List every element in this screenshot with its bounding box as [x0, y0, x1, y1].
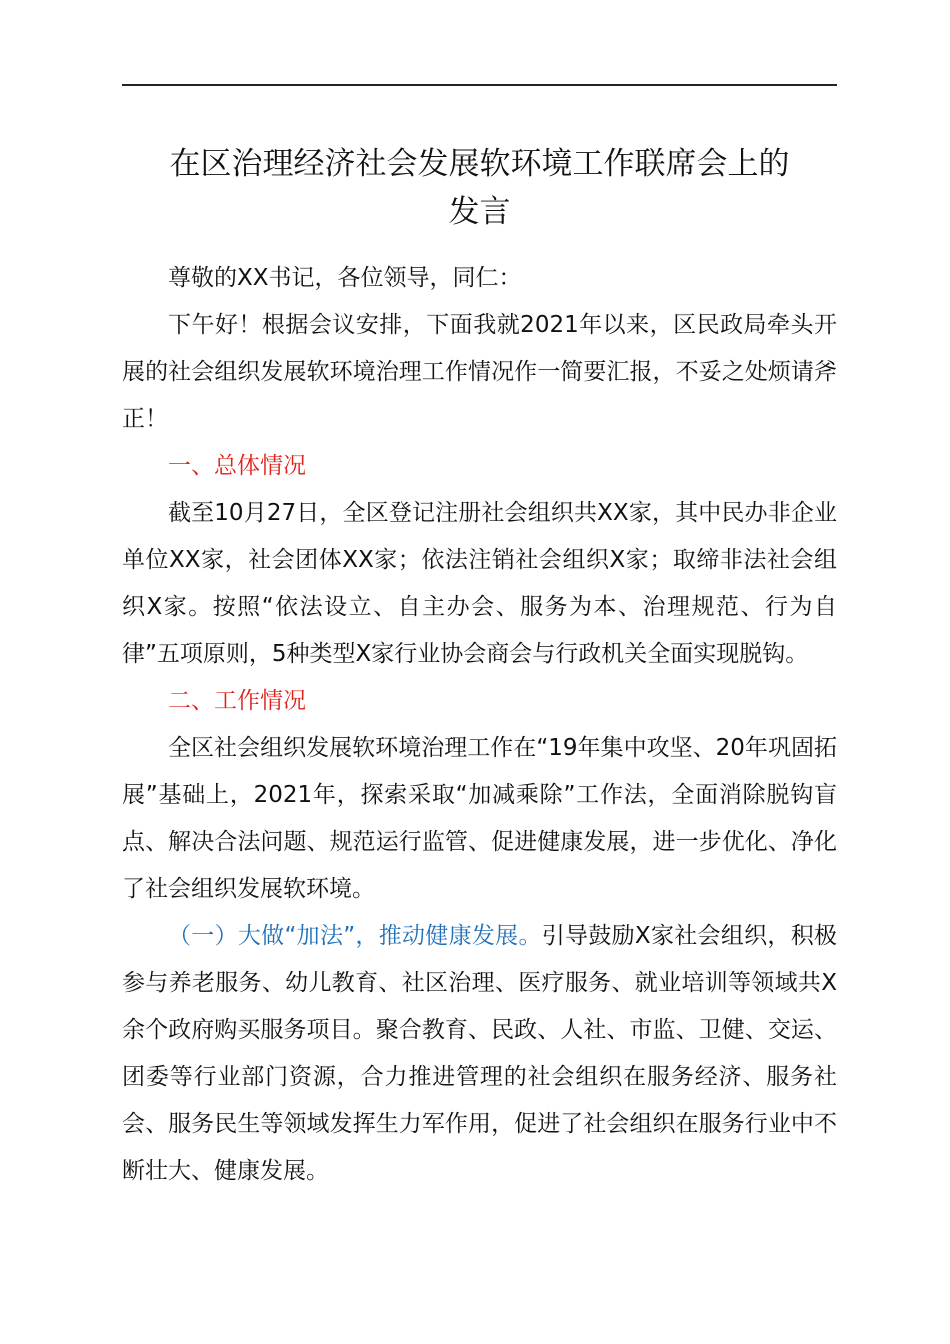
header-rule [122, 84, 837, 86]
section-2-heading: 二、工作情况 [168, 688, 306, 714]
subsection-1-body: 引导鼓励X家社会组织，积极参与养老服务、幼儿教育、社区治理、医疗服务、就业培训等领域共X余个政府购买服务项目。聚合教育、民政、人社、市监、卫健、交运、团委等行业部门资源，合力推进管理的社会组织在服务经济、服务社会、服务民生等领域发挥生力军作用，促进了社会组织在服务行业中不断壮大、健康发展。 [122, 923, 837, 1184]
section-1-paragraph: 截至10月27日，全区登记注册社会组织共XX家，其中民办非企业单位XX家，社会团体XX家；依法注销社会组织X家；取缔非法社会组织X家。按照“依法设立、自主办会、服务为本、治理规范、行为自律”五项原则，5种类型X家行业协会商会与行政机关全面实现脱钩。 [122, 500, 837, 667]
document-title [122, 140, 837, 236]
section-2-paragraph: 全区社会组织发展软环境治理工作在“19年集中攻坚、20年巩固拓展”基础上，2021年，探索采取“加减乘除”工作法，全面消除脱钩盲点、解决合法问题、规范运行监管、促进健康发展，进一步优化、净化了社会组织发展软环境。 [122, 735, 837, 902]
subsection-1-paragraph [122, 913, 837, 1195]
subsection-1-heading: （一）大做“加法”，推动健康发展。 [168, 923, 542, 949]
title-line-2: 发言 [448, 194, 511, 230]
document-body [122, 255, 837, 1195]
section-1-heading: 一、总体情况 [168, 453, 306, 479]
salutation: 尊敬的XX书记，各位领导，同仁： [168, 265, 522, 291]
title-line-1: 在区治理经济社会发展软环境工作联席会上的 [169, 146, 790, 182]
intro-paragraph: 下午好！根据会议安排，下面我就2021年以来，区民政局牵头开展的社会组织发展软环境治理工作情况作一简要汇报，不妥之处烦请斧正！ [122, 312, 837, 432]
